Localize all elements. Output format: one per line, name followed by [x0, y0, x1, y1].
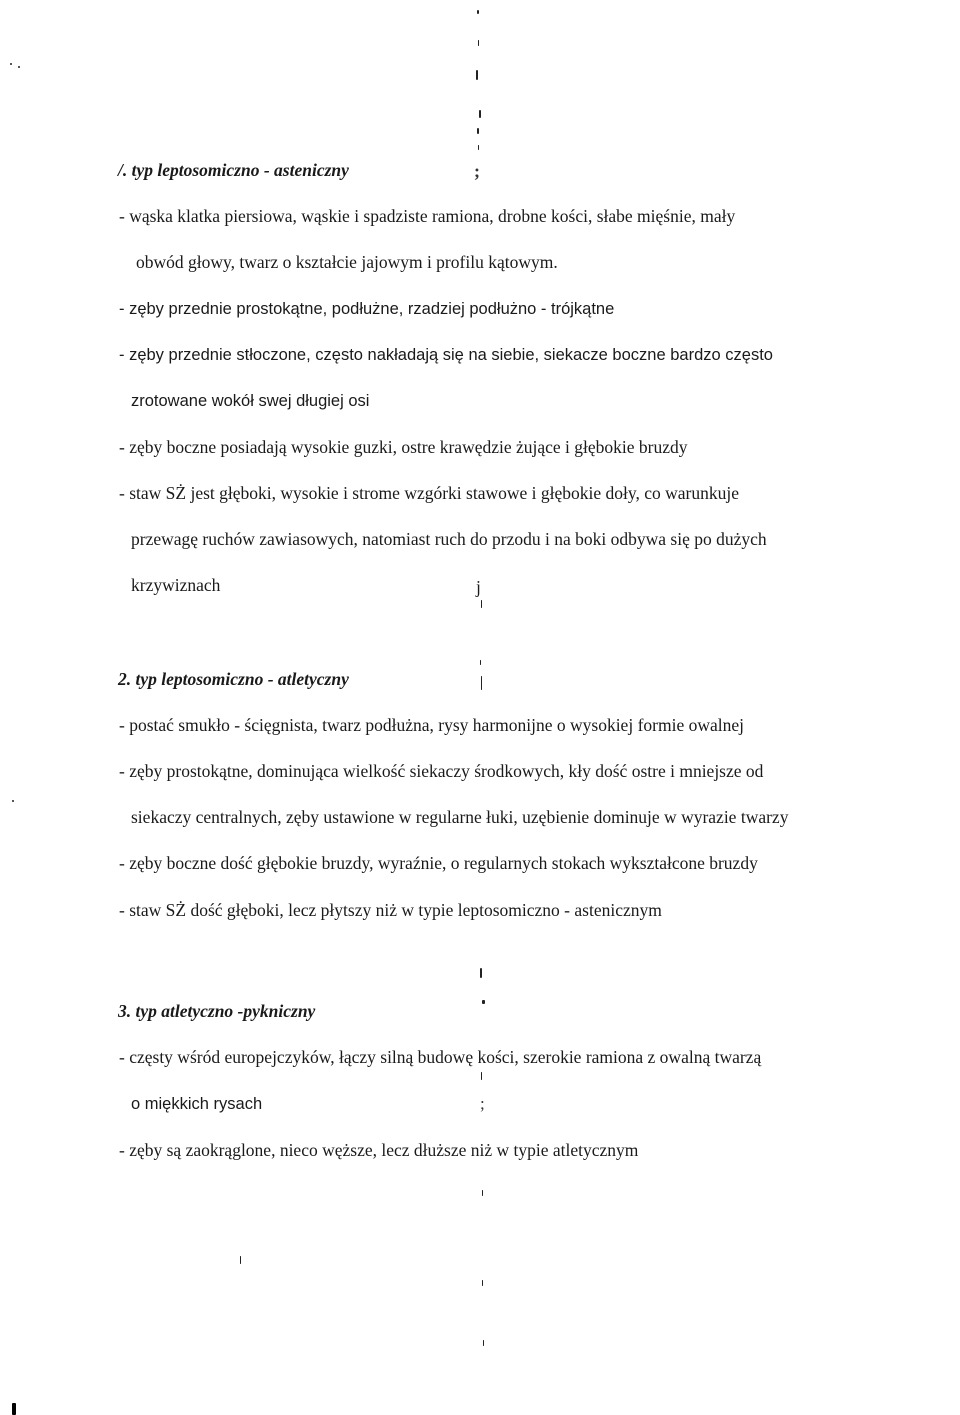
- scan-noise-dot: [481, 600, 482, 608]
- scan-mark-j: j: [476, 577, 481, 597]
- section-2-line-5: - staw SŻ dość głęboki, lecz płytszy niż w typie leptosomiczno - astenicznym: [119, 900, 662, 920]
- scan-noise-dot: [482, 1000, 485, 1004]
- section-3-heading: 3. typ atletyczno -pykniczny: [118, 1001, 316, 1021]
- section-2-line-1: - postać smukło - ścięgnista, twarz podłużna, rysy harmonijne o wysokiej formie owalnej: [119, 715, 744, 735]
- section-2-heading: 2. typ leptosomiczno - atletyczny: [118, 669, 349, 689]
- scan-noise-dot: [18, 66, 20, 68]
- section-1-heading: /. typ leptosomiczno - asteniczny: [118, 160, 349, 180]
- scan-noise-dot: [478, 40, 479, 46]
- section-1-line-2: obwód głowy, twarz o kształcie jajowym i profilu kątowym.: [136, 252, 558, 272]
- section-1-line-1: - wąska klatka piersiowa, wąskie i spadziste ramiona, drobne kości, słabe mięśnie, mały: [119, 206, 736, 226]
- section-1-line-5: zrotowane wokół swej długiej osi: [131, 392, 370, 410]
- section-1-line-7: - staw SŻ jest głęboki, wysokie i strome wzgórki stawowe i głębokie doły, co warunkuje: [119, 483, 739, 503]
- scan-noise-dot: [240, 1256, 241, 1264]
- scan-noise-dot: [481, 676, 482, 690]
- section-3-line-2: o miękkich rysach: [131, 1095, 263, 1113]
- section-2-line-3: siekaczy centralnych, zęby ustawione w regularne łuki, uzębienie dominuje w wyrazie twarzy: [131, 807, 789, 827]
- scan-mark-semicolon: ;: [474, 161, 480, 181]
- section-2-line-4: - zęby boczne dość głębokie bruzdy, wyraźnie, o regularnych stokach wykształcone bruzdy: [119, 853, 758, 873]
- section-1-line-3: - zęby przednie prostokątne, podłużne, rzadziej podłużno - trójkątne: [119, 300, 615, 318]
- section-3-line-1: - częsty wśród europejczyków, łączy silną budowę kości, szerokie ramiona z owalną twarzą: [119, 1047, 762, 1067]
- scan-noise-dot: [482, 1190, 483, 1196]
- section-1-line-4: - zęby przednie stłoczone, często nakładają się na siebie, siekacze boczne bardzo często: [119, 346, 773, 364]
- scan-noise-dot: [483, 1340, 484, 1346]
- scan-noise-dot: [480, 968, 482, 978]
- section-1-line-6: - zęby boczne posiadają wysokie guzki, ostre krawędzie żujące i głębokie bruzdy: [119, 437, 688, 457]
- section-1-line-9: krzywiznach: [131, 575, 221, 595]
- scan-noise-dot: [478, 145, 479, 150]
- scan-noise-dot: [479, 110, 481, 118]
- scan-noise-dot: [10, 63, 12, 65]
- scan-noise-dot: [477, 10, 479, 14]
- scan-edge-mark: [12, 1403, 16, 1415]
- scan-noise-dot: [477, 128, 479, 134]
- scan-noise-dot: [481, 1072, 482, 1080]
- scan-noise-dot: [482, 1280, 483, 1286]
- section-3-line-3: - zęby są zaokrąglone, nieco węższe, lecz dłuższe niż w typie atletycznym: [119, 1140, 639, 1160]
- scan-mark-semicolon: ;: [480, 1094, 485, 1113]
- scan-noise-dot: [476, 70, 478, 80]
- scan-noise-dot: [12, 800, 14, 802]
- scan-noise-dot: [480, 660, 481, 665]
- section-2-line-2: - zęby prostokątne, dominująca wielkość siekaczy środkowych, kły dość ostre i mniejsze od: [119, 761, 764, 781]
- section-1-line-8: przewagę ruchów zawiasowych, natomiast ruch do przodu i na boki odbywa się po dużych: [131, 529, 767, 549]
